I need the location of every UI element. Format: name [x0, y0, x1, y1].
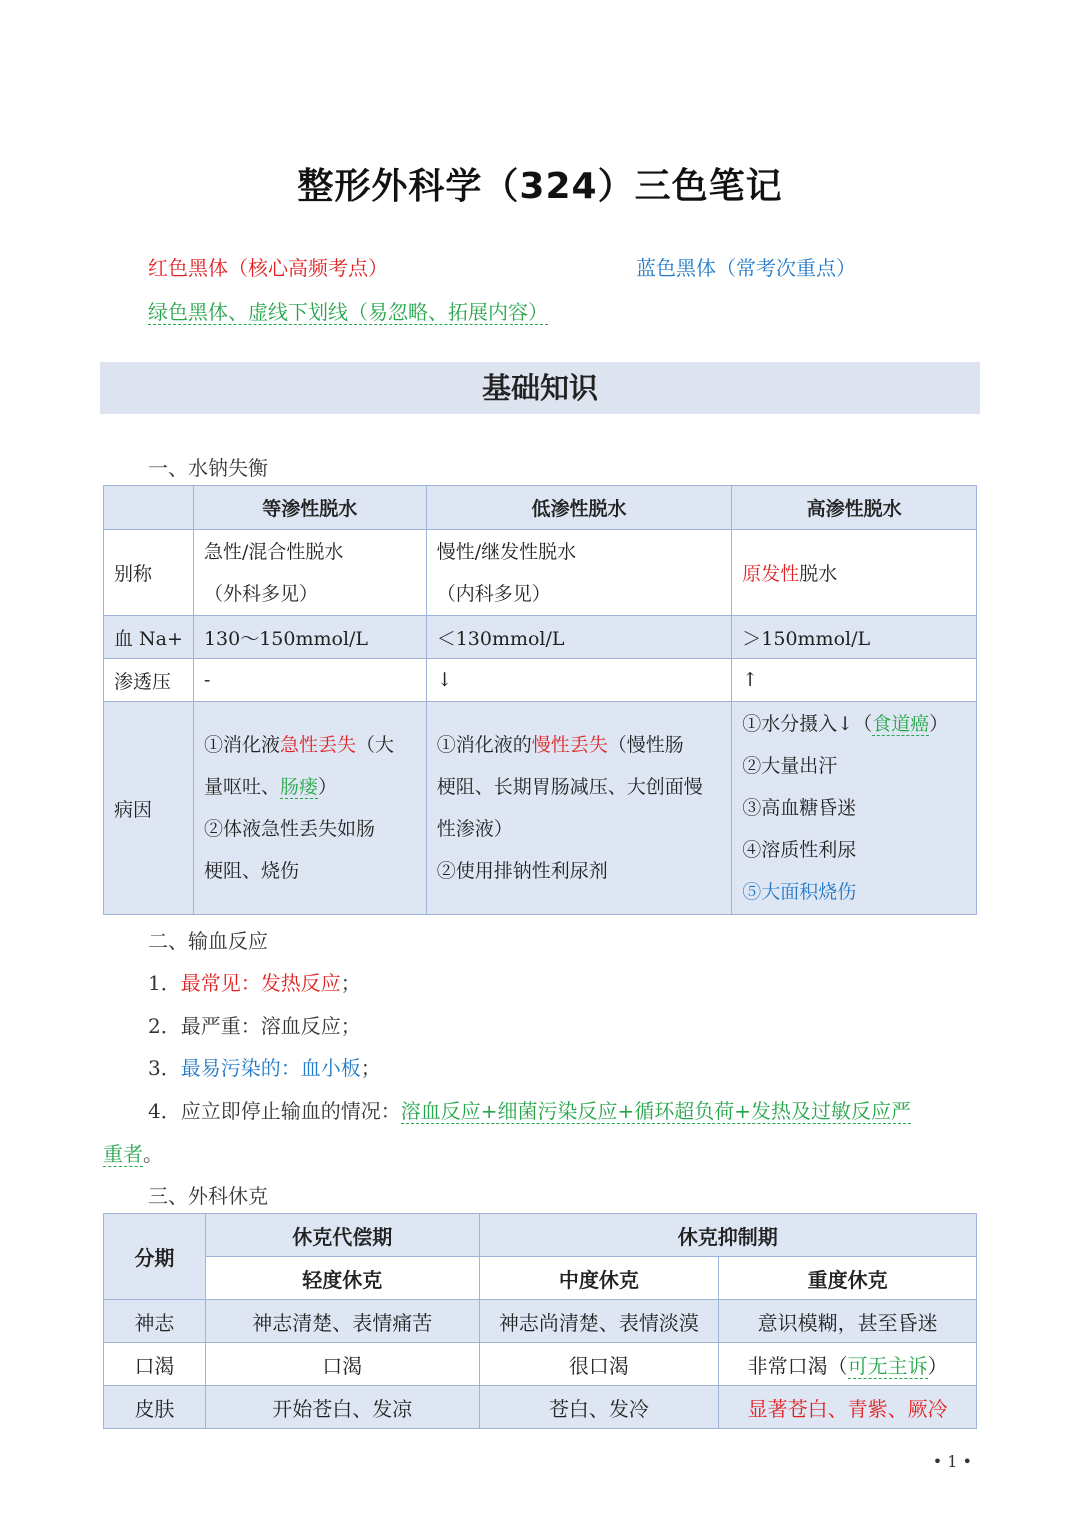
table-row-alias: [104, 530, 977, 616]
page-number: • 1 •: [932, 1452, 972, 1471]
table-row-skin: [104, 1386, 977, 1429]
cell: 开始苍白、发凉: [205, 1386, 479, 1429]
table-row-thirst: [104, 1343, 977, 1386]
cell: [193, 530, 426, 616]
legend-blue: 蓝色黑体（常考次重点）: [636, 256, 856, 280]
cell: ＜130mmol/L: [426, 616, 732, 659]
header-severe: 重度休克: [719, 1257, 977, 1300]
table-row-osmotic: [104, 659, 977, 702]
header-isotonic: 等渗性脱水: [193, 486, 426, 530]
text: ①消化液的: [436, 734, 532, 756]
header-hypotonic: 低渗性脱水: [426, 486, 732, 530]
cell: 苍白、发冷: [479, 1386, 719, 1429]
cell-line: ②体液急性丢失如肠: [203, 818, 375, 840]
transfusion-item-4: [148, 1095, 911, 1124]
transfusion-item-3: [148, 1052, 381, 1081]
row-label: 口渴: [104, 1343, 206, 1386]
cell-line: [742, 703, 966, 745]
item-blue: 最易污染的：血小板: [180, 1056, 361, 1080]
item-red: 最常见：发热反应: [180, 971, 341, 995]
transfusion-item-2: 2．最严重：溶血反应；: [148, 1014, 361, 1038]
table-header-row: [104, 1214, 977, 1257]
text: ）: [929, 713, 949, 735]
text: （慢性肠: [607, 734, 684, 756]
legend-red: 红色黑体（核心高频考点）: [148, 256, 388, 280]
transfusion-item-1: [148, 967, 361, 996]
legend-green: [148, 296, 548, 325]
table-row-mind: [104, 1300, 977, 1343]
cell: ↑: [732, 659, 977, 702]
cell: 口渴: [205, 1343, 479, 1386]
text: ①消化液: [203, 734, 280, 756]
cell-line: 性渗液）: [436, 818, 513, 840]
header-moderate: 中度休克: [479, 1257, 719, 1300]
row-label: 神志: [104, 1300, 206, 1343]
water-sodium-table: [103, 485, 977, 915]
cell-line: [204, 766, 416, 808]
text-green: 可无主诉: [847, 1353, 928, 1378]
item-text: ；: [340, 971, 361, 995]
item-green: 溶血反应+细菌污染反应+循环超负荷+发热及过敏反应严: [400, 1099, 912, 1123]
table-subheader-row: [104, 1257, 977, 1300]
text: （大: [355, 734, 394, 756]
item-text: 4．应立即停止输血的情况：: [148, 1099, 401, 1123]
text: 非常口渴（: [747, 1353, 848, 1378]
cell-line: [437, 724, 722, 766]
text-red: 急性丢失: [279, 734, 356, 756]
cell: [426, 702, 732, 915]
row-label: 皮肤: [104, 1386, 206, 1429]
cell-line: ②大量出汗: [742, 755, 838, 777]
cell: 130～150mmol/L: [193, 616, 426, 659]
text: 量呕吐、: [203, 776, 280, 798]
header-compensated: 休克代偿期: [205, 1214, 479, 1257]
text-green: 肠瘘: [279, 776, 318, 798]
row-label: 别称: [104, 530, 194, 616]
heading-water-sodium: 一、水钠失衡: [148, 456, 268, 480]
row-label: 渗透压: [104, 659, 194, 702]
cell: 神志清楚、表情痛苦: [205, 1300, 479, 1343]
cell: [426, 530, 732, 616]
cell-line: 梗阻、烧伤: [203, 860, 299, 882]
cell-line: 慢性/继发性脱水: [436, 540, 577, 563]
header-mild: 轻度休克: [205, 1257, 479, 1300]
cell: ＞150mmol/L: [732, 616, 977, 659]
section-title: 基础知识: [100, 362, 980, 414]
table-header-row: [104, 486, 977, 530]
header-empty: [104, 486, 194, 530]
item-number: 3．: [148, 1056, 181, 1080]
cell-line: 梗阻、长期胃肠减压、大创面慢: [436, 776, 703, 798]
cell-red: 显著苍白、青紫、厥冷: [719, 1386, 977, 1429]
cell: 神志尚清楚、表情淡漠: [479, 1300, 719, 1343]
cell-line: （外科多见）: [203, 582, 318, 605]
cell-red: 原发性: [742, 563, 800, 585]
cell-line: [204, 724, 416, 766]
table-row-na: [104, 616, 977, 659]
table-row-cause: [104, 702, 977, 915]
shock-table: [103, 1213, 977, 1429]
legend-green-text: 绿色黑体、虚线下划线（易忽略、拓展内容）: [148, 300, 548, 324]
cell: -: [193, 659, 426, 702]
text: ）: [927, 1353, 948, 1378]
row-label: 病因: [104, 702, 194, 915]
text-red: 慢性丢失: [531, 734, 608, 756]
cell: [719, 1343, 977, 1386]
cell: [732, 530, 977, 616]
cell: [732, 702, 977, 915]
text: ）: [317, 776, 337, 798]
header-stage: 分期: [104, 1214, 206, 1300]
cell: ↓: [426, 659, 732, 702]
cell-line: 急性/混合性脱水: [203, 540, 344, 563]
text-green: 食道癌: [872, 713, 930, 735]
cell-line-blue: ⑤大面积烧伤: [742, 881, 857, 903]
cell-line: ④溶质性利尿: [742, 839, 857, 861]
transfusion-item-4-cont: [103, 1138, 163, 1167]
row-label: 血 Na+: [104, 616, 194, 659]
cell: 意识模糊，甚至昏迷: [719, 1300, 977, 1343]
cell-line: ③高血糖昏迷: [742, 797, 857, 819]
heading-shock: 三、外科休克: [148, 1184, 268, 1208]
cell: [193, 702, 426, 915]
heading-transfusion: 二、输血反应: [148, 929, 268, 953]
cell: 很口渴: [479, 1343, 719, 1386]
text: ①水分摄入↓（: [742, 713, 873, 735]
item-text: ；: [360, 1056, 381, 1080]
cell-text: 脱水: [799, 563, 838, 585]
item-green: 重者: [103, 1142, 143, 1166]
item-number: 1．: [148, 971, 181, 995]
header-inhibited: 休克抑制期: [479, 1214, 976, 1257]
header-hypertonic: 高渗性脱水: [732, 486, 977, 530]
page-title: 整形外科学（324）三色笔记: [297, 166, 783, 207]
cell-line: ②使用排钠性利尿剂: [436, 860, 608, 882]
cell-line: （内科多见）: [436, 582, 551, 605]
item-text: 。: [143, 1142, 163, 1166]
